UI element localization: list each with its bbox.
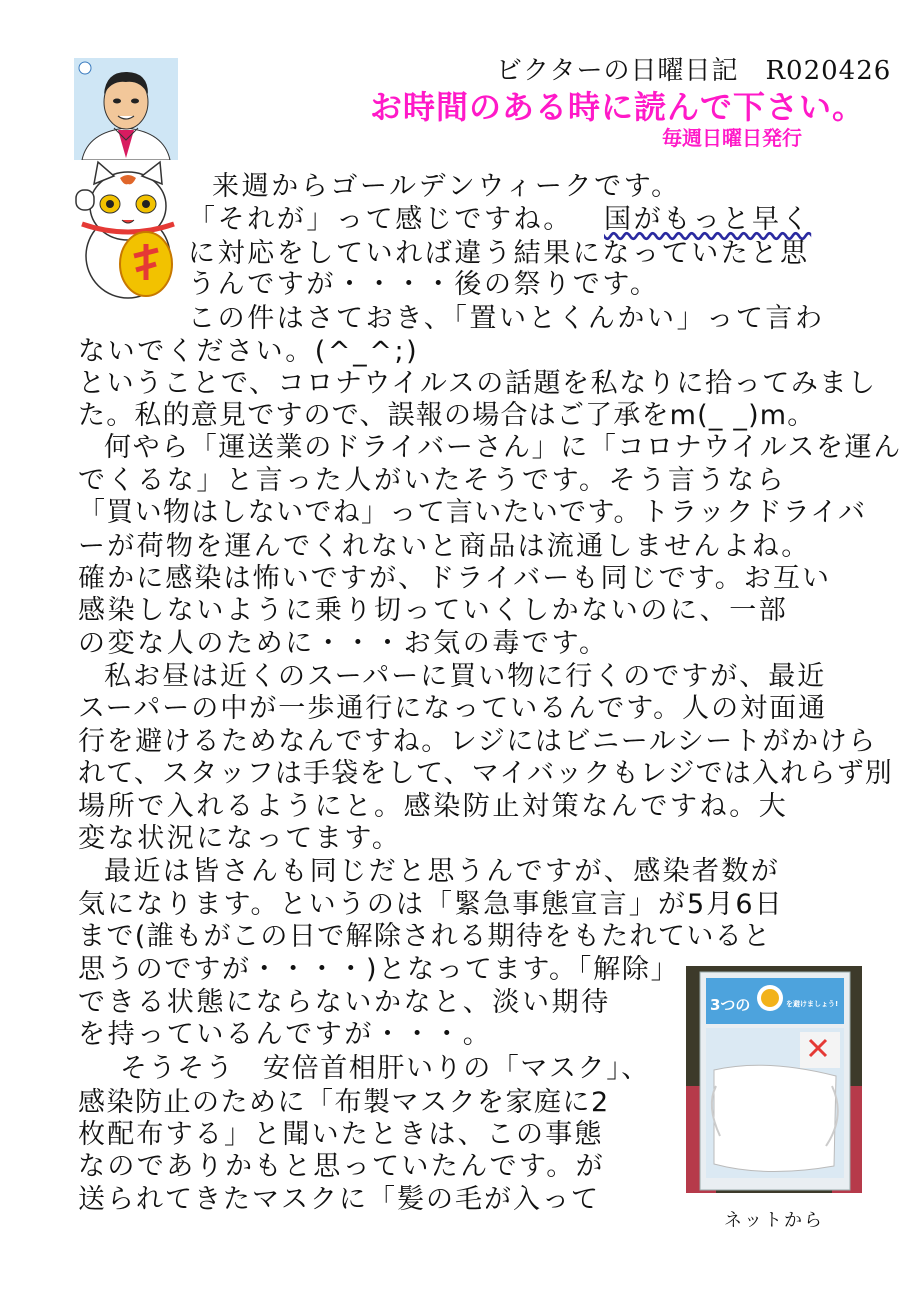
article-line: 来週からゴールデンウィークです。 xyxy=(212,171,681,202)
article-line: 感染防止のために「布製マスクを家庭に2 xyxy=(78,1087,610,1118)
author-portrait-illustration xyxy=(74,58,178,160)
article-line: を持っているんですが・・・。 xyxy=(78,1019,493,1050)
article-line: この件はさておき、「置いとくんかい」って言わ xyxy=(188,303,825,334)
article-line: 確かに感染は怖いですが、ドライバーも同じです。お互い xyxy=(78,563,832,594)
newsletter-title: ビクターの日曜日記 R020426 xyxy=(496,56,892,86)
article-line: れて、スタッフは手袋をして、マイバックもレジでは入れらず別 xyxy=(78,758,893,789)
package-heading-part1: 3つの xyxy=(710,996,751,1014)
article-line: 行を避けるためなんですね。レジにはビニールシートがかけら xyxy=(78,726,877,757)
article-line: 「それが」って感じですね。 xyxy=(188,204,573,235)
article-line: に対応をしていれば違う結果になっていたと思 xyxy=(188,238,810,269)
article-line: そうそう 安倍首相肝いりの「マスク」、 xyxy=(120,1053,650,1084)
mask-package-photo xyxy=(686,966,862,1193)
article-line: の変な人のために・・・お気の毒です。 xyxy=(78,628,609,659)
article-line: うんですが・・・・後の祭りです。 xyxy=(188,269,660,300)
article-line: 場所で入れるようにと。感染防止対策なんですね。大 xyxy=(78,791,789,822)
lucky-cat-illustration xyxy=(72,160,182,300)
photo-caption: ネットから xyxy=(724,1210,824,1231)
publication-frequency: 毎週日曜日発行 xyxy=(662,126,802,150)
article-line: できる状態にならないかなと、淡い期待 xyxy=(78,987,611,1018)
package-heading-part2: を避けましょう! xyxy=(786,1000,839,1008)
article-line: 思うのですが・・・・)となってます。「解除」 xyxy=(78,954,680,985)
article-line: 感染しないように乗り切っていくしかないのに、一部 xyxy=(78,595,789,626)
article-line: ないでください。(^_^;) xyxy=(78,336,420,367)
article-line: でくるな」と言った人がいたそうです。そう言うなら xyxy=(78,465,787,496)
article-line: まで(誰もがこの日で解除される期待をもたれていると xyxy=(78,921,772,952)
article-line: 国がもっと早く xyxy=(604,204,812,235)
article-line: 枚配布する」と聞いたときは、この事態 xyxy=(78,1119,604,1150)
article-line: た。私的意見ですので、誤報の場合はご了承をm(_ _)m。 xyxy=(78,400,816,431)
article-line: なのでありかもと思っていたんです。が xyxy=(78,1151,606,1182)
newsletter-subtitle: お時間のある時に読んで下さい。 xyxy=(370,88,866,126)
article-line: ーが荷物を運んでくれないと商品は流通しませんよね。 xyxy=(78,531,811,562)
article-line: 気になります。というのは「緊急事態宣言」が5月6日 xyxy=(78,889,784,920)
article-line: 送られてきたマスクに「髪の毛が入って xyxy=(78,1184,600,1215)
article-line: 私お昼は近くのスーパーに買い物に行くのですが、最近 xyxy=(104,661,827,692)
article-line: 「買い物はしないでね」って言いたいです。トラックドライバ xyxy=(78,497,867,528)
article-line: ということで、コロナウイルスの話題を私なりに拾ってみまし xyxy=(78,368,877,399)
article-line: 変な状況になってます。 xyxy=(78,823,402,854)
article-line: 最近は皆さんも同じだと思うんですが、感染者数が xyxy=(104,856,781,887)
article-line: スーパーの中が一歩通行になっているんです。人の対面通 xyxy=(78,693,828,724)
article-line: 何やら「運送業のドライバーさん」に「コロナウイルスを運ん xyxy=(104,432,902,463)
